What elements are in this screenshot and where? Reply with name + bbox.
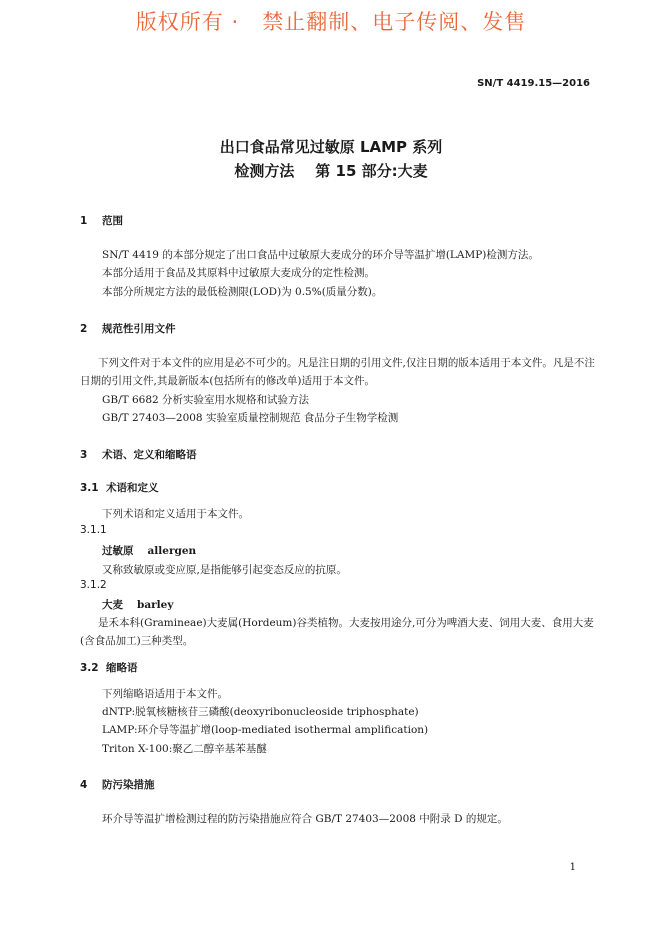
section-number: 3.2 bbox=[80, 662, 99, 674]
term-en: barley bbox=[137, 599, 174, 611]
section-3-2-heading bbox=[80, 660, 138, 675]
section-number: 3 bbox=[80, 449, 88, 461]
section-3-1-heading bbox=[80, 480, 159, 495]
term-en: allergen bbox=[147, 545, 197, 557]
document-title-line1: 出口食品常见过敏原 LAMP 系列 bbox=[219, 138, 443, 156]
section-title: 缩略语 bbox=[106, 662, 138, 674]
section-2-heading bbox=[80, 321, 176, 336]
section-title: 规范性引用文件 bbox=[102, 323, 176, 335]
page-number: 1 bbox=[569, 862, 576, 873]
section-3-heading bbox=[80, 447, 197, 462]
term-zh: 大麦 bbox=[102, 599, 123, 611]
paragraph: SN/T 4419 的本部分规定了出口食品中过敏原大麦成分的环介导等温扩增(LAMP)检测方法。 bbox=[102, 249, 539, 261]
section-4-heading bbox=[80, 777, 155, 792]
paragraph: 本部分适用于食品及其原料中过敏原大麦成分的定性检测。 bbox=[102, 267, 375, 279]
paragraph: 环介导等温扩增检测过程的防污染措施应符合 GB/T 27403—2008 中附录 D 的规定。 bbox=[102, 813, 508, 825]
paragraph: 下列术语和定义适用于本文件。 bbox=[102, 508, 249, 520]
term-number: 3.1.2 bbox=[80, 579, 107, 591]
reference-item: GB/T 27403—2008 实验室质量控制规范 食品分子生物学检测 bbox=[102, 412, 399, 424]
term-allergen bbox=[102, 543, 196, 558]
section-title: 范围 bbox=[102, 215, 123, 227]
paragraph: 下列缩略语适用于本文件。 bbox=[102, 688, 228, 700]
section-title: 术语和定义 bbox=[106, 482, 159, 494]
section-number: 3.1 bbox=[80, 482, 99, 494]
abbreviation-item: LAMP:环介导等温扩增(loop-mediated isothermal amplification) bbox=[102, 724, 429, 736]
abbreviation-item: Triton X-100:聚乙二醇辛基苯基醚 bbox=[102, 743, 267, 755]
section-number: 1 bbox=[80, 215, 88, 227]
term-definition: 是禾本科(Gramineae)大麦属(Hordeum)谷类植物。大麦按用途分,可分为啤酒大麦、饲用大麦、食用大麦(含食品加工)三种类型。 bbox=[80, 617, 594, 647]
term-barley bbox=[102, 597, 173, 612]
reference-item: GB/T 6682 分析实验室用水规格和试验方法 bbox=[102, 394, 310, 406]
abbreviation-item: dNTP:脱氧核糖核苷三磷酸(deoxyribonucleoside triphosphate) bbox=[102, 706, 419, 718]
standard-number: SN/T 4419.15—2016 bbox=[477, 78, 590, 89]
term-zh: 过敏原 bbox=[102, 545, 134, 557]
watermark: 版权所有 · 禁止翻制、电子传阅、发售 bbox=[135, 10, 527, 34]
paragraph: 下列文件对于本文件的应用是必不可少的。凡是注日期的引用文件,仅注日期的版本适用于本文件。凡是不注日期的引用文件,其最新版本(包括所有的修改单)适用于本文件。 bbox=[80, 357, 595, 387]
section-title: 术语、定义和缩略语 bbox=[102, 449, 197, 461]
term-number: 3.1.1 bbox=[80, 524, 107, 536]
document-title-line2: 检测方法 第 15 部分:大麦 bbox=[234, 162, 428, 180]
term-definition: 又称致敏原或变应原,是指能够引起变态反应的抗原。 bbox=[102, 564, 347, 576]
section-number: 2 bbox=[80, 323, 88, 335]
section-1-heading bbox=[80, 213, 123, 228]
section-number: 4 bbox=[80, 779, 88, 791]
section-title: 防污染措施 bbox=[102, 779, 155, 791]
paragraph: 本部分所规定方法的最低检测限(LOD)为 0.5%(质量分数)。 bbox=[102, 286, 383, 298]
